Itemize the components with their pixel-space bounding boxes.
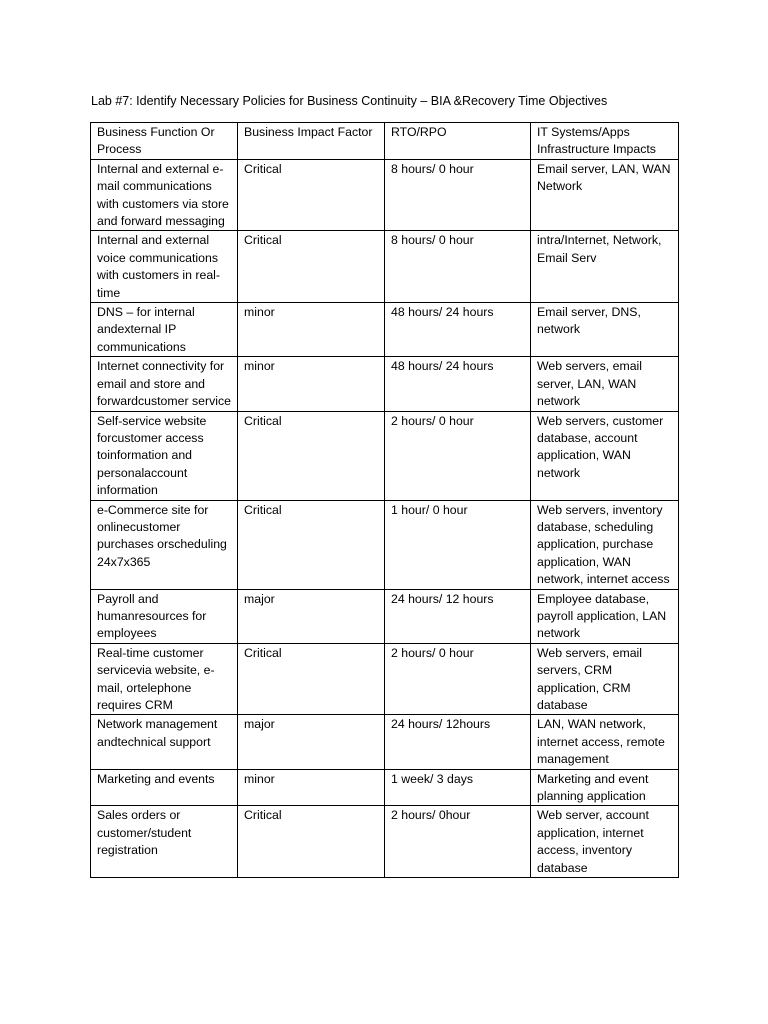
cell-function: DNS – for internal andexternal IP communications <box>91 303 238 357</box>
cell-impact: Critical <box>238 159 385 231</box>
cell-impact: Critical <box>238 411 385 500</box>
cell-rto-rpo: 8 hours/ 0 hour <box>385 159 531 231</box>
table-row <box>91 643 679 715</box>
table-row <box>91 500 679 589</box>
cell-rto-rpo: 8 hours/ 0 hour <box>385 231 531 303</box>
table-row <box>91 357 679 411</box>
table-row <box>91 769 679 806</box>
bia-table <box>90 122 679 878</box>
cell-impact: major <box>238 715 385 769</box>
cell-function: Sales orders or customer/student registration <box>91 806 238 878</box>
cell-impact: Critical <box>238 806 385 878</box>
cell-systems: Web servers, email servers, CRM application, CRM database <box>531 643 679 715</box>
cell-rto-rpo: 24 hours/ 12 hours <box>385 589 531 643</box>
cell-rto-rpo: 2 hours/ 0 hour <box>385 643 531 715</box>
cell-rto-rpo: 1 week/ 3 days <box>385 769 531 806</box>
cell-function: Payroll and humanresources for employees <box>91 589 238 643</box>
cell-function: Real-time customer servicevia website, e-mail, ortelephone requires CRM <box>91 643 238 715</box>
cell-systems: Web servers, customer database, account application, WAN network <box>531 411 679 500</box>
cell-rto-rpo: 48 hours/ 24 hours <box>385 357 531 411</box>
cell-impact: minor <box>238 357 385 411</box>
page-title: Lab #7: Identify Necessary Policies for Business Continuity – BIA &Recovery Time Objectives <box>91 94 608 108</box>
table-header-row <box>91 123 679 160</box>
cell-function: Self-service website forcustomer access toinformation and personalaccount information <box>91 411 238 500</box>
cell-systems: Web servers, email server, LAN, WAN network <box>531 357 679 411</box>
table-row <box>91 715 679 769</box>
cell-systems: Web server, account application, internet access, inventory database <box>531 806 679 878</box>
header-it-systems: IT Systems/Apps Infrastructure Impacts <box>531 123 679 160</box>
table-row <box>91 303 679 357</box>
cell-function: Marketing and events <box>91 769 238 806</box>
cell-rto-rpo: 2 hours/ 0hour <box>385 806 531 878</box>
cell-function: Internal and external e-mail communications with customers via store and forward messaging <box>91 159 238 231</box>
cell-function: Network management andtechnical support <box>91 715 238 769</box>
header-business-function: Business Function Or Process <box>91 123 238 160</box>
cell-rto-rpo: 1 hour/ 0 hour <box>385 500 531 589</box>
cell-function: e-Commerce site for onlinecustomer purchases orscheduling 24x7x365 <box>91 500 238 589</box>
cell-systems: Web servers, inventory database, scheduling application, purchase application, WAN network, internet access <box>531 500 679 589</box>
cell-systems: intra/Internet, Network, Email Serv <box>531 231 679 303</box>
cell-systems: Marketing and event planning application <box>531 769 679 806</box>
cell-systems: Employee database, payroll application, LAN network <box>531 589 679 643</box>
cell-impact: major <box>238 589 385 643</box>
cell-function: Internet connectivity for email and store and forwardcustomer service <box>91 357 238 411</box>
cell-impact: Critical <box>238 500 385 589</box>
cell-function: Internal and external voice communications with customers in real-time <box>91 231 238 303</box>
cell-rto-rpo: 24 hours/ 12hours <box>385 715 531 769</box>
cell-impact: Critical <box>238 231 385 303</box>
table-row <box>91 159 679 231</box>
table-row <box>91 589 679 643</box>
cell-impact: minor <box>238 769 385 806</box>
cell-systems: Email server, LAN, WAN Network <box>531 159 679 231</box>
header-rto-rpo: RTO/RPO <box>385 123 531 160</box>
cell-rto-rpo: 48 hours/ 24 hours <box>385 303 531 357</box>
table-row <box>91 411 679 500</box>
cell-impact: minor <box>238 303 385 357</box>
cell-impact: Critical <box>238 643 385 715</box>
header-business-impact-factor: Business Impact Factor <box>238 123 385 160</box>
table-row <box>91 231 679 303</box>
cell-rto-rpo: 2 hours/ 0 hour <box>385 411 531 500</box>
cell-systems: Email server, DNS, network <box>531 303 679 357</box>
table-row <box>91 806 679 878</box>
cell-systems: LAN, WAN network, internet access, remote management <box>531 715 679 769</box>
